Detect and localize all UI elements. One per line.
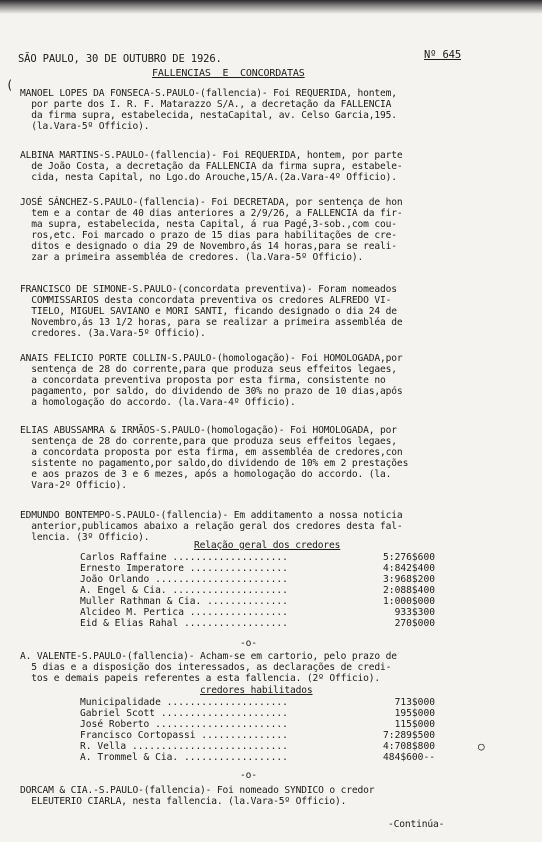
entry-francisco-de-simone	[20, 284, 528, 339]
entry-line: ros,etc. Foi marcado o prazo de 15 dias para habilitações de cre-	[20, 230, 397, 241]
creditor-name: Carlos Raffaine ....................	[80, 552, 288, 563]
creditor-name: A. Trommel & Cia. ..................	[80, 752, 288, 763]
entry-a-valente	[20, 651, 528, 684]
list-item	[80, 607, 440, 618]
creditor-name: João Orlando .......................	[80, 574, 288, 585]
creditor-amount: 1:000$000	[383, 596, 435, 607]
entry-line: a homologação do accordo. (la.Vara-4º Officio).	[20, 397, 296, 408]
entry-elias-abussamra	[20, 425, 528, 491]
creditor-list	[80, 552, 440, 629]
list-item	[80, 596, 440, 607]
entry-line: da firma supra, estabelecida, nestaCapital, av. Celso Garcia,195.	[20, 110, 397, 121]
creditor-name: Ernesto Imperatore .................	[80, 563, 288, 574]
entry-line: a concordata proposta por esta firma, em assembléa de credores,con	[20, 447, 403, 458]
entry-line: ma supra, estabelecida, nesta Capital, á rua Pagé,3-sob.,com cou-	[20, 219, 397, 230]
list-item	[80, 719, 440, 730]
scan-edge	[0, 0, 542, 14]
separator: -o-	[240, 770, 257, 781]
list-item	[80, 574, 440, 585]
entry-line: ALBINA MARTINS-S.PAULO-(fallencia)- Foi REQUERIDA, hontem, por parte	[20, 150, 403, 161]
entry-albina-martins	[20, 150, 528, 183]
entry-edmundo-bontempo	[20, 510, 528, 543]
creditor-name: Gabriel Scott ......................	[80, 708, 288, 719]
list-item	[80, 585, 440, 596]
list-item	[80, 618, 440, 629]
entry-line: e aos prazos de 3 e 6 mezes, após a homologação do accordo. (la.	[20, 469, 392, 480]
entry-line: tos e demais papeis referentes a esta fallencia. (2º Officio).	[20, 673, 381, 684]
creditor-amount: 3:968$200	[383, 574, 435, 585]
creditor-name: A. Engel & Cia. ....................	[80, 585, 288, 596]
list-title: Relação geral dos credores	[194, 540, 341, 551]
list-item	[80, 752, 440, 763]
list-title: credores habilitados	[200, 685, 313, 696]
entry-line: Novembro,ás 13 1/2 horas, para se realizar a primeira assembléa de	[20, 317, 403, 328]
entry-line: zar a primeira assembléa de credores. (la.Vara-5º Officio).	[20, 252, 364, 263]
entry-line: por parte dos I. R. F. Matarazzo S/A., a decretação da FALLENCIA	[20, 99, 392, 110]
creditor-amount: 5:276$600	[383, 552, 435, 563]
entry-line: sentença de 28 do corrente,para que produza seus effeitos legaes,	[20, 436, 397, 447]
entry-manoel-lopes	[20, 88, 528, 132]
entry-line: EDMUNDO BONTEMPO-S.PAULO-(fallencia)- Em additamento a nossa noticia	[20, 510, 403, 521]
entry-line: de João Costa, a decretação da FALLENCIA da firma supra, estabele-	[20, 161, 403, 172]
creditor-amount: 2:088$400	[383, 585, 435, 596]
creditor-name: Francisco Cortopassi ...............	[80, 730, 288, 741]
creditor-amount: 270$000	[394, 618, 435, 629]
creditor-list	[80, 697, 440, 763]
list-item	[80, 563, 440, 574]
creditor-name: Alcideo M. Pertica .................	[80, 607, 288, 618]
entry-line: pagamento, por saldo, do dividendo de 30% no prazo de 10 dias,após	[20, 386, 403, 397]
creditor-amount: 7:289$500	[383, 730, 435, 741]
entry-line: (la.Vara-5º Officio).	[20, 121, 150, 132]
list-item	[80, 697, 440, 708]
creditor-name: R. Vella ...........................	[80, 741, 288, 752]
creditor-amount: 4:842$400	[383, 563, 435, 574]
creditor-name: Eid & Elias Rahal ..................	[80, 618, 288, 629]
entry-line: MANOEL LOPES DA FONSECA-S.PAULO-(fallencia)- Foi REQUERIDA, hontem,	[20, 88, 397, 99]
entry-line: tem e a contar de 40 dias anteriores a 2/9/26, a FALLENCIA da fir-	[20, 208, 403, 219]
section-title: FALLENCIAS E CONCORDATAS	[152, 68, 305, 79]
entry-line: ELEUTERIO CIARLA, nesta fallencia. (la.Vara-5º Officio).	[20, 796, 347, 807]
ink-mark: (	[6, 78, 14, 92]
creditor-name: Municipalidade .....................	[80, 697, 288, 708]
creditor-amount: 115$000	[394, 719, 435, 730]
entry-anais-felicio	[20, 353, 528, 408]
entry-line: sistente no pagamento,por saldo,do dividendo de 10% em 2 prestações	[20, 458, 409, 469]
entry-dorcam	[20, 785, 528, 807]
entry-jose-sanchez	[20, 197, 528, 263]
issue-number: Nº 645	[424, 49, 462, 61]
creditor-name: José Roberto .......................	[80, 719, 288, 730]
entry-line: DORCAM & CIA.-S.PAULO-(fallencia)- Foi nomeado SYNDICO o credor	[20, 785, 375, 796]
entry-line: lencia. (3º Officio).	[20, 532, 150, 543]
entry-line: FRANCISCO DE SIMONE-S.PAULO-(concordata preventiva)- Foram nomeados	[20, 284, 397, 295]
entry-line: TIELO, MIGUEL SAVIANO e MORI SANTI, ficando designado o dia 24 de	[20, 306, 397, 317]
entry-line: A. VALENTE-S.PAULO-(fallencia)- Acham-se em cartorio, pelo prazo de	[20, 651, 397, 662]
entry-line: credores. (3a.Vara-5º Officio).	[20, 328, 206, 339]
separator: -o-	[240, 638, 257, 649]
creditor-amount: 195$000	[394, 708, 435, 719]
list-item	[80, 552, 440, 563]
ink-mark: ○	[478, 740, 485, 753]
creditor-amount: 484$600--	[383, 752, 435, 763]
entry-line: JOSÉ SÁNCHEZ-S.PAULO-(fallencia)- Foi DECRETADA, por sentença de hon	[20, 197, 403, 208]
list-item	[80, 741, 440, 752]
entry-line: ANAIS FELICIO PORTE COLLIN-S.PAULO-(homologação)- Foi HOMOLOGADA,por	[20, 353, 403, 364]
entry-line: a concordata preventiva proposta por esta firma, consistente no	[20, 375, 386, 386]
creditor-name: Muller Rathman & Cia. ..............	[80, 596, 288, 607]
entry-line: cida, nesta Capital, no Lgo.do Arouche,15/A.(2a.Vara-4º Officio).	[20, 172, 397, 183]
entry-line: Vara-2º Officio).	[20, 480, 127, 491]
date-line: SÃO PAULO, 30 DE OUTUBRO DE 1926.	[18, 53, 222, 65]
creditor-amount: 4:708$800	[383, 741, 435, 752]
creditor-amount: 713$000	[394, 697, 435, 708]
entry-line: 5 dias e a disposição dos interessados, as declarações de credi-	[20, 662, 392, 673]
continua-label: -Continúa-	[388, 819, 445, 830]
entry-line: sentença de 28 do corrente,para que produza seus effeitos legaes,	[20, 364, 397, 375]
creditor-amount: 933$300	[394, 607, 435, 618]
entry-line: ELIAS ABUSSAMRA & IRMÃOS-S.PAULO-(homologação)- Foi HOMOLOGADA, por	[20, 425, 397, 436]
entry-line: COMMISSARIOS desta concordata preventiva os credores ALFREDO VI-	[20, 295, 392, 306]
list-item	[80, 708, 440, 719]
entry-line: ditos e designado o dia 29 de Novembro,ás 14 horas,para se reali-	[20, 241, 397, 252]
list-item	[80, 730, 440, 741]
entry-line: anterior,publicamos abaixo a relação geral dos credores desta fal-	[20, 521, 403, 532]
